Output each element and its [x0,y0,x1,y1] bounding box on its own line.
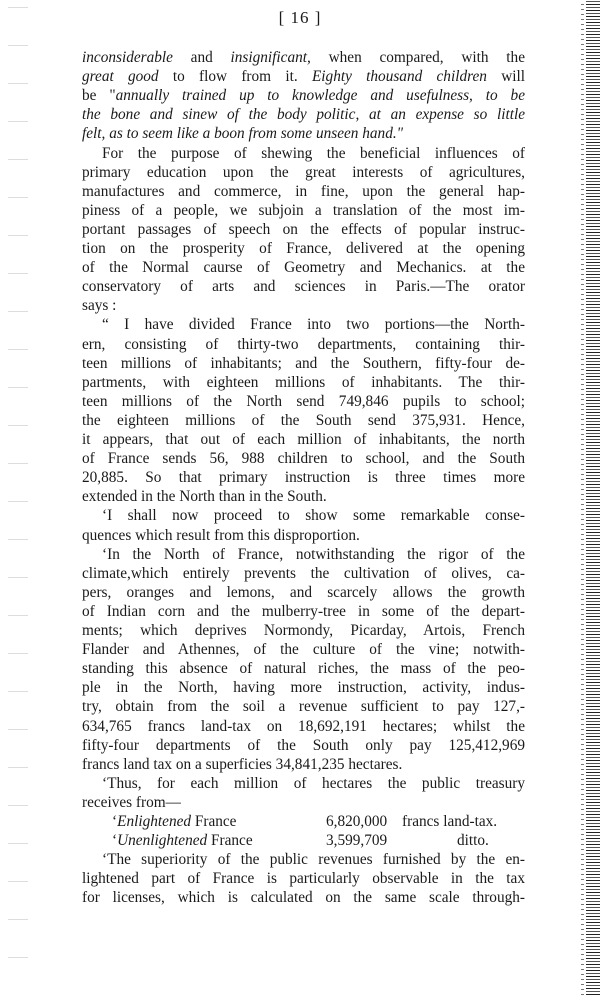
text-line [82,48,525,67]
text-line [82,869,525,888]
text: conservatory of arts and sciences in Paris.—The orator [82,278,525,296]
text-line [82,105,525,124]
text-line [82,430,525,449]
text: manufactures and commerce, in fine, upon the general hap- [82,182,525,200]
text-line [82,392,525,411]
text: teen millions of inhabitants; and the Southern, fifty-four de- [82,354,525,372]
text: pers, oranges and lemons, and scarcely allows the growth [82,583,525,601]
text-line [82,239,525,258]
text-line [82,793,525,812]
italic-text: insignificant, [230,49,311,66]
text-line [102,850,525,869]
italic-text: great good [82,68,159,86]
text-line [82,736,525,755]
text-line [82,258,525,277]
text: will [486,68,526,86]
text-line [82,220,525,239]
text-line [82,487,525,506]
text-line [102,506,525,525]
text: when compared, with the [310,49,525,66]
text: “ I have divided France into two portions—the North- [102,316,525,334]
text-line [102,144,525,163]
text: to flow from it. [158,68,312,86]
text: climate,which entirely prevents the cultivation of olives, ca- [82,564,525,582]
scan-margin-specks [8,0,28,995]
text: try, obtain from the soil a revenue sufficient to pay 127,- [82,698,525,716]
text: says : [82,297,117,315]
text-line [82,373,525,392]
text: of the Normal caurse of Geometry and Mechanics. at the [82,259,525,277]
scan-edge [586,0,600,995]
region-label: ‘Enlightened France [112,813,237,830]
text-line [82,526,525,545]
text-line [82,449,525,468]
tax-unit: ditto. [457,832,489,850]
text-line [82,86,525,105]
text-line [82,564,525,583]
text: portant passages of speech on the effects of popular instruc- [82,220,525,238]
text: partments, with eighteen millions of inhabitants. The thir- [82,373,525,391]
region-label: ‘Unenlightened France [112,832,253,850]
text: piness of a people, we subjoin a translation of the most im- [82,201,525,219]
text: it appears, that out of each million of inhabitants, the north [82,431,525,448]
text-line [102,315,525,334]
text-line [82,717,525,736]
text: of Indian corn and the mulberry-tree in some of the depart- [82,602,525,620]
text-line [82,697,525,716]
text-line [82,602,525,621]
italic-text: felt, as to seem like a boon from some unseen hand." [82,125,404,143]
text: fifty-four departments of the South only pay 125,412,969 [82,736,525,754]
tax-amount: 6,820,000 [326,813,388,830]
text: ‘Thus, for each million of hectares the public treasury [102,774,525,792]
text: For the purpose of shewing the beneficial influences of [102,144,525,162]
text: 634,765 francs land-tax on 18,692,191 hectares; whilst the [82,717,525,735]
text: ern, consisting of thirty-two departments, containing thir- [82,335,525,353]
tax-amount: 3,599,709 [326,832,388,850]
text: be " [82,87,116,105]
text: primary education upon the great interests of agricultures, [82,163,525,181]
text: of France sends 56, 988 children to school, and the South [82,450,525,468]
tax-unit: francs land-tax. [402,813,498,830]
text: ments; which deprives Normondy, Picarday, Artois, French [82,622,525,639]
text: teen millions of the North send 749,846 pupils to school; [82,392,525,410]
text: extended in the North than in the South. [82,488,327,506]
text-line [82,755,525,774]
text-line [82,888,525,907]
text: tion on the prosperity of France, delivered at the opening [82,240,525,257]
italic-text: Eighty thousand children [311,68,487,86]
text: ‘In the North of France, notwithstanding the rigor of the [102,545,525,563]
text-line [102,774,525,793]
scan-edge-dots [581,0,584,995]
text: Flander and Athennes, of the culture of the vine; notwith- [82,641,525,659]
italic-text: inconsiderable [82,49,173,66]
text-line [102,545,525,564]
text: francs land tax on a superficies 34,841,235 hectares. [82,755,403,773]
italic-text: annually trained up to knowledge and usefulness, to be [115,87,525,105]
italic-text: the bone and sinew of the body politic, at an expense so little [82,106,525,124]
text-line [82,411,525,430]
text: standing this absence of natural riches, the mass of the peo- [82,660,525,678]
text: the eighteen millions of the South send 375,931. Hence, [82,411,525,429]
text-line [82,468,525,487]
text-line [82,335,525,354]
text-line [82,354,525,373]
text-line [82,182,525,201]
text-line [82,583,525,602]
text-line [82,201,525,220]
text-line [82,640,525,659]
text-line [82,67,525,86]
text-line [82,678,525,697]
text-line [82,163,525,182]
text: lightened part of France is particularly observable in the tax [82,870,525,888]
text: receives from— [82,793,181,811]
text-line [82,659,525,678]
text: ‘I shall now proceed to show some remarkable conse- [102,507,525,525]
text-line [82,621,525,640]
page-number: [ 16 ] [278,8,322,27]
text: and [172,49,231,66]
text-line [82,296,525,315]
text: ‘The superiority of the public revenues furnished by the en- [102,851,525,869]
text-line [82,277,525,296]
text-line [82,124,525,143]
text: for licenses, which is calculated on the same scale through- [82,889,525,907]
text: quences which result from this disproportion. [82,526,360,544]
text: 20,885. So that primary instruction is three times more [82,469,525,487]
text: ple in the North, having more instruction, activity, indus- [82,679,525,697]
